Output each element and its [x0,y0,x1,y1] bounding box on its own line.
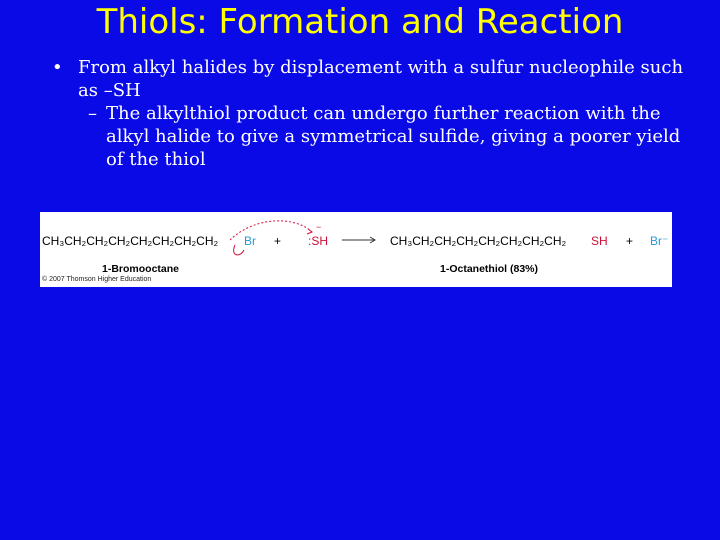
slide-title: Thiols: Formation and Reaction [96,2,624,42]
reactant-leaving-group: Br [244,234,256,248]
electron-arrow-leave [234,245,244,255]
sub-bullet-text: The alkylthiol product can undergo further reaction with the alkyl halide to give a symmetrical sulfide, giving a poorer yield of the thiol [106,103,681,170]
reaction-scheme [40,212,672,287]
nucleophile: :SH [308,234,329,248]
plus-sign: + [274,234,282,248]
reactant-name: 1-Bromooctane [102,263,180,275]
copyright-notice: © 2007 Thomson Higher Education [42,276,152,283]
bullet-text: From alkyl halides by displacement with a sulfur nucleophile such as –SH [78,57,684,101]
product-chain: CH₃CH₂CH₂CH₂CH₂CH₂CH₂CH₂ [390,234,567,248]
product-name: 1-Octanethiol (83%) [440,263,539,275]
reactant-chain: CH₃CH₂CH₂CH₂CH₂CH₂CH₂CH₂ [42,234,219,248]
bullet-marker: • [52,57,63,78]
plus-sign-2: + [626,234,634,248]
bullet-item [52,56,692,102]
sub-bullet-item [52,102,692,171]
bullet-list [52,56,692,171]
electron-arrow-attack [230,221,312,240]
sub-bullet-marker: – [88,103,97,124]
bromide-ion: Br⁻ [650,234,669,248]
product-thiol-group: SH [591,234,608,248]
nucleophile-charge: − [316,222,322,232]
